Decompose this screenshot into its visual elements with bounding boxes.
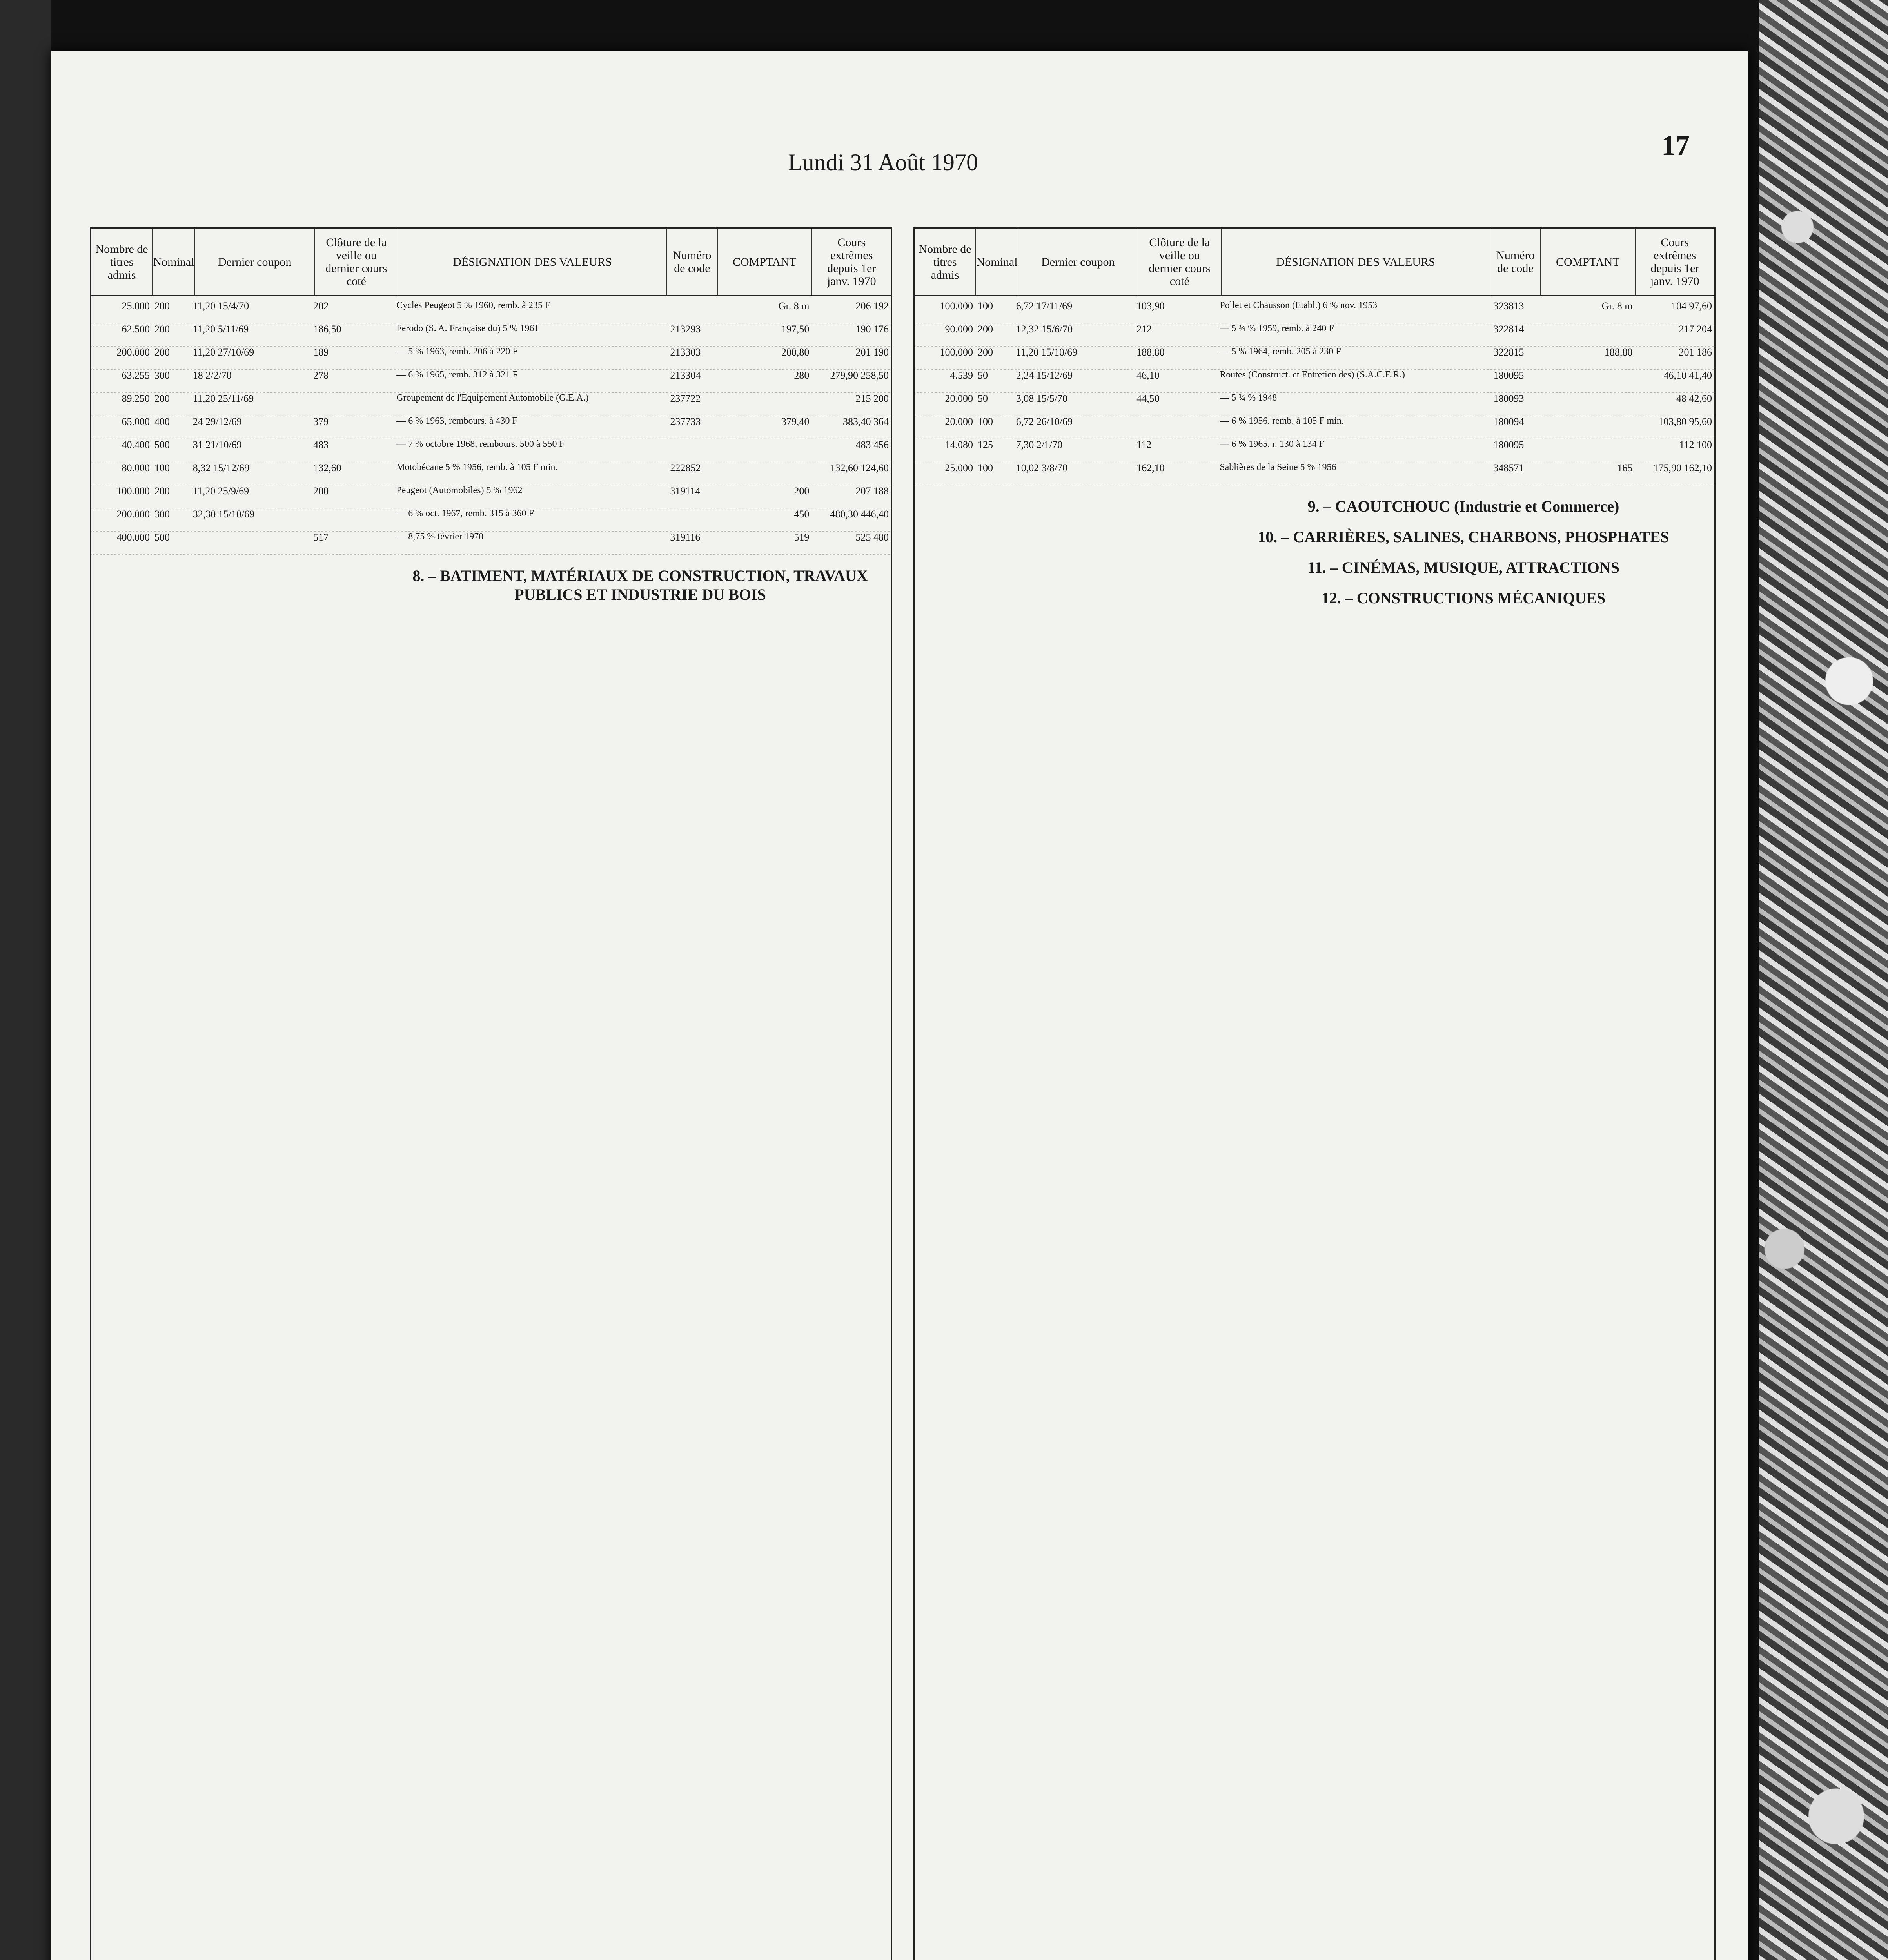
table-row (915, 370, 1714, 393)
table-row (915, 416, 1714, 439)
cell-designation: — 5 ¾ % 1948 (1220, 393, 1277, 403)
cell-nominal: 200 (154, 323, 170, 335)
cell-extremes: 480,30 446,40 (830, 508, 889, 520)
cell-code: 213303 (670, 347, 701, 358)
cell-cloture: 517 (313, 532, 329, 543)
cell-designation: Sablières de la Seine 5 % 1956 (1220, 462, 1336, 472)
cell-nominal: 200 (977, 323, 993, 335)
cell-coupon: 11,20 15/4/70 (192, 300, 249, 312)
right-table-body (915, 296, 1714, 608)
cell-comptant: 197,50 (781, 323, 810, 335)
cell-cloture: 44,50 (1136, 393, 1160, 404)
cell-extremes: 279,90 258,50 (830, 370, 889, 381)
cell-code: 322815 (1493, 347, 1524, 358)
cell-designation: — 6 % 1965, r. 130 à 134 F (1220, 439, 1324, 449)
cell-coupon: 32,30 15/10/69 (192, 508, 255, 520)
cell-comptant: 450 (794, 508, 810, 520)
cell-cloture: 103,90 (1136, 300, 1165, 312)
table-row (91, 485, 891, 508)
cell-nominal: 200 (977, 347, 993, 358)
cell-extremes: 207 188 (855, 485, 889, 497)
table-row (91, 416, 891, 439)
cell-titres: 25.000 (122, 300, 150, 312)
cell-cloture: 46,10 (1136, 370, 1160, 381)
cell-designation: Routes (Construct. et Entretien des) (S.A.C.E.R.) (1220, 370, 1405, 380)
cell-titres: 100.000 (116, 485, 150, 497)
table-row (915, 300, 1714, 323)
cell-nominal: 100 (977, 300, 993, 312)
table-row (915, 393, 1714, 416)
table-row (915, 439, 1714, 462)
cell-code: 323813 (1493, 300, 1524, 312)
right-table (913, 227, 1716, 1960)
table-row (91, 323, 891, 347)
cell-code: 348571 (1493, 462, 1524, 474)
cell-coupon: 11,20 27/10/69 (192, 347, 254, 358)
header-nominal: Nominal (976, 229, 1018, 295)
cell-extremes: 206 192 (855, 300, 889, 312)
page-number: 17 (1661, 130, 1690, 161)
cell-titres: 89.250 (122, 393, 150, 404)
cell-nominal: 500 (154, 439, 170, 450)
header-cloture: Clôture de la veille ou dernier cours coté (315, 229, 399, 295)
header-nominal: Nominal (153, 229, 195, 295)
cell-code: 237722 (670, 393, 701, 404)
cell-designation: — 5 % 1963, remb. 206 à 220 F (396, 347, 518, 357)
cell-titres: 20.000 (945, 416, 973, 427)
cell-designation: Cycles Peugeot 5 % 1960, remb. à 235 F (396, 300, 550, 310)
cell-coupon: 11,20 25/11/69 (192, 393, 254, 404)
cell-titres: 100.000 (940, 347, 973, 358)
cell-designation: Groupement de l'Equipement Automobile (G.E.A.) (396, 393, 589, 403)
header-titres: Nombre de titres admis (915, 229, 976, 295)
cell-coupon: 11,20 25/9/69 (192, 485, 249, 497)
header-extremes: Cours extrêmes depuis 1er janv. 1970 (1650, 236, 1699, 288)
cell-extremes: 483 456 (855, 439, 889, 450)
cell-cloture: 186,50 (313, 323, 341, 335)
cell-nominal: 125 (977, 439, 993, 450)
cell-nominal: 400 (154, 416, 170, 427)
cell-cloture: 202 (313, 300, 329, 312)
cell-cloture: 278 (313, 370, 329, 381)
table-row (91, 300, 891, 323)
cell-comptant: Gr. 8 m (778, 300, 810, 312)
cell-cloture: 188,80 (1136, 347, 1165, 358)
cell-designation: — 6 % 1963, rembours. à 430 F (396, 416, 517, 426)
cell-coupon: 6,72 26/10/69 (1016, 416, 1073, 427)
cell-extremes: 175,90 162,10 (1653, 462, 1712, 474)
header-titres: Nombre de titres admis (91, 229, 153, 295)
cell-comptant: 379,40 (781, 416, 810, 427)
cell-titres: 200.000 (116, 347, 150, 358)
cell-coupon: 11,20 5/11/69 (192, 323, 249, 335)
cell-comptant: 200 (794, 485, 810, 497)
header-designation: DÉSIGNATION DES VALEURS (398, 229, 667, 295)
cell-code: 180094 (1493, 416, 1524, 427)
table-row (91, 393, 891, 416)
cell-nominal: 500 (154, 532, 170, 543)
cell-extremes: 215 200 (855, 393, 889, 404)
cell-nominal: 50 (977, 393, 988, 404)
section-heading-11: 11. – CINÉMAS, MUSIQUE, ATTRACTIONS (1307, 559, 1620, 576)
cell-code: 180093 (1493, 393, 1524, 404)
cell-titres: 100.000 (940, 300, 973, 312)
left-table (90, 227, 892, 1960)
cell-titres: 4.539 (950, 370, 973, 381)
cell-extremes: 201 190 (855, 347, 889, 358)
cell-nominal: 200 (154, 485, 170, 497)
cell-code: 222852 (670, 462, 701, 474)
header-comptant: COMPTANT (718, 229, 812, 295)
table-row (91, 370, 891, 393)
table-row (91, 532, 891, 555)
cell-titres: 200.000 (116, 508, 150, 520)
cell-comptant: 519 (794, 532, 810, 543)
header-coupon: Dernier coupon (195, 229, 315, 295)
header-code: Numéro de code (667, 229, 718, 295)
cell-nominal: 200 (154, 347, 170, 358)
cell-coupon: 31 21/10/69 (192, 439, 242, 450)
cell-extremes: 525 480 (855, 532, 889, 543)
cell-designation: Peugeot (Automobiles) 5 % 1962 (396, 485, 523, 495)
cell-designation: — 5 ¾ % 1959, remb. à 240 F (1220, 323, 1334, 334)
page-date: Lundi 31 Août 1970 (788, 149, 978, 175)
cell-nominal: 50 (977, 370, 988, 381)
cell-designation: Ferodo (S. A. Française du) 5 % 1961 (396, 323, 539, 334)
marbled-page-edge (1759, 0, 1888, 1960)
table-row (915, 462, 1714, 485)
cell-extremes: 383,40 364 (843, 416, 889, 427)
header-comptant: COMPTANT (1541, 229, 1636, 295)
table-row (915, 347, 1714, 370)
cell-cloture: 132,60 (313, 462, 341, 474)
cell-code: 213304 (670, 370, 701, 381)
cell-titres: 40.400 (122, 439, 150, 450)
section-heading-12: 12. – CONSTRUCTIONS MÉCANIQUES (1321, 589, 1606, 607)
section-heading-10: 10. – CARRIÈRES, SALINES, CHARBONS, PHOSPHATES (1258, 528, 1669, 546)
cell-designation: — 5 % 1964, remb. 205 à 230 F (1220, 347, 1341, 357)
cell-extremes: 190 176 (855, 323, 889, 335)
cell-comptant: 188,80 (1604, 347, 1633, 358)
cell-extremes: 112 100 (1679, 439, 1712, 450)
cell-code: 237733 (670, 416, 701, 427)
cell-designation: — 7 % octobre 1968, rembours. 500 à 550 F (396, 439, 565, 449)
header-code: Numéro de code (1490, 229, 1541, 295)
table-header (915, 229, 1714, 296)
cell-designation: — 6 % 1965, remb. 312 à 321 F (396, 370, 518, 380)
cell-coupon: 11,20 15/10/69 (1016, 347, 1078, 358)
cell-designation: — 6 % oct. 1967, remb. 315 à 360 F (396, 508, 534, 519)
cell-extremes: 104 97,60 (1671, 300, 1712, 312)
cell-nominal: 300 (154, 508, 170, 520)
cell-titres: 14.080 (945, 439, 973, 450)
cell-code: 180095 (1493, 370, 1524, 381)
cell-titres: 65.000 (122, 416, 150, 427)
cell-comptant: 280 (794, 370, 810, 381)
cell-code: 322814 (1493, 323, 1524, 335)
section-heading-9: 9. – CAOUTCHOUC (Industrie et Commerce) (1307, 497, 1619, 515)
cell-titres: 20.000 (945, 393, 973, 404)
cell-coupon: 3,08 15/5/70 (1016, 393, 1068, 404)
cell-cloture: 483 (313, 439, 329, 450)
cell-extremes: 217 204 (1679, 323, 1712, 335)
cell-nominal: 200 (154, 393, 170, 404)
header-coupon: Dernier coupon (1018, 229, 1138, 295)
cell-designation: — 8,75 % février 1970 (396, 532, 484, 542)
cell-cloture: 379 (313, 416, 329, 427)
table-header (91, 229, 891, 296)
table-row (91, 439, 891, 462)
header-designation: DÉSIGNATION DES VALEURS (1222, 229, 1490, 295)
cell-nominal: 200 (154, 300, 170, 312)
cell-comptant: Gr. 8 m (1601, 300, 1633, 312)
cell-designation: Motobécane 5 % 1956, remb. à 105 F min. (396, 462, 558, 472)
cell-extremes: 48 42,60 (1676, 393, 1712, 404)
cell-titres: 80.000 (122, 462, 150, 474)
cell-coupon: 18 2/2/70 (192, 370, 232, 381)
cell-designation: — 6 % 1956, remb. à 105 F min. (1220, 416, 1344, 426)
cell-designation: Pollet et Chausson (Etabl.) 6 % nov. 1953 (1220, 300, 1377, 310)
header-extremes: Cours extrêmes depuis 1er janv. 1970 (827, 236, 876, 288)
table-row (915, 323, 1714, 347)
cell-coupon: 24 29/12/69 (192, 416, 242, 427)
cell-cloture: 162,10 (1136, 462, 1165, 474)
cell-extremes: 201 186 (1679, 347, 1712, 358)
table-row (91, 347, 891, 370)
cell-nominal: 100 (977, 416, 993, 427)
cell-cloture: 189 (313, 347, 329, 358)
cell-titres: 62.500 (122, 323, 150, 335)
cell-titres: 25.000 (945, 462, 973, 474)
cell-nominal: 100 (977, 462, 993, 474)
cell-comptant: 200,80 (781, 347, 810, 358)
section-heading-8: 8. – BATIMENT, MATÉRIAUX DE CONSTRUCTION, TRAVAUX PUBLICS ET INDUSTRIE DU BOIS (412, 567, 868, 603)
cell-coupon: 10,02 3/8/70 (1016, 462, 1068, 474)
cell-titres: 63.255 (122, 370, 150, 381)
cell-coupon: 2,24 15/12/69 (1016, 370, 1073, 381)
cell-comptant: 165 (1617, 462, 1633, 474)
cell-code: 213293 (670, 323, 701, 335)
cell-extremes: 132,60 124,60 (830, 462, 889, 474)
ledger-page (51, 51, 1748, 1960)
cell-coupon: 8,32 15/12/69 (192, 462, 250, 474)
cell-extremes: 103,80 95,60 (1658, 416, 1712, 427)
cell-cloture: 212 (1136, 323, 1152, 335)
cell-extremes: 46,10 41,40 (1663, 370, 1712, 381)
cell-code: 319116 (670, 532, 701, 543)
cell-titres: 400.000 (116, 532, 150, 543)
cell-cloture: 200 (313, 485, 329, 497)
cell-coupon: 6,72 17/11/69 (1016, 300, 1073, 312)
cell-coupon: 7,30 2/1/70 (1016, 439, 1063, 450)
book-spine (0, 0, 51, 1960)
cell-titres: 90.000 (945, 323, 973, 335)
cell-code: 319114 (670, 485, 701, 497)
cell-nominal: 300 (154, 370, 170, 381)
cell-nominal: 100 (154, 462, 170, 474)
left-table-body (91, 296, 891, 604)
cell-coupon: 12,32 15/6/70 (1016, 323, 1073, 335)
cell-code: 180095 (1493, 439, 1524, 450)
table-row (91, 462, 891, 485)
table-row (91, 508, 891, 532)
header-cloture: Clôture de la veille ou dernier cours coté (1138, 229, 1222, 295)
cell-cloture: 112 (1136, 439, 1152, 450)
